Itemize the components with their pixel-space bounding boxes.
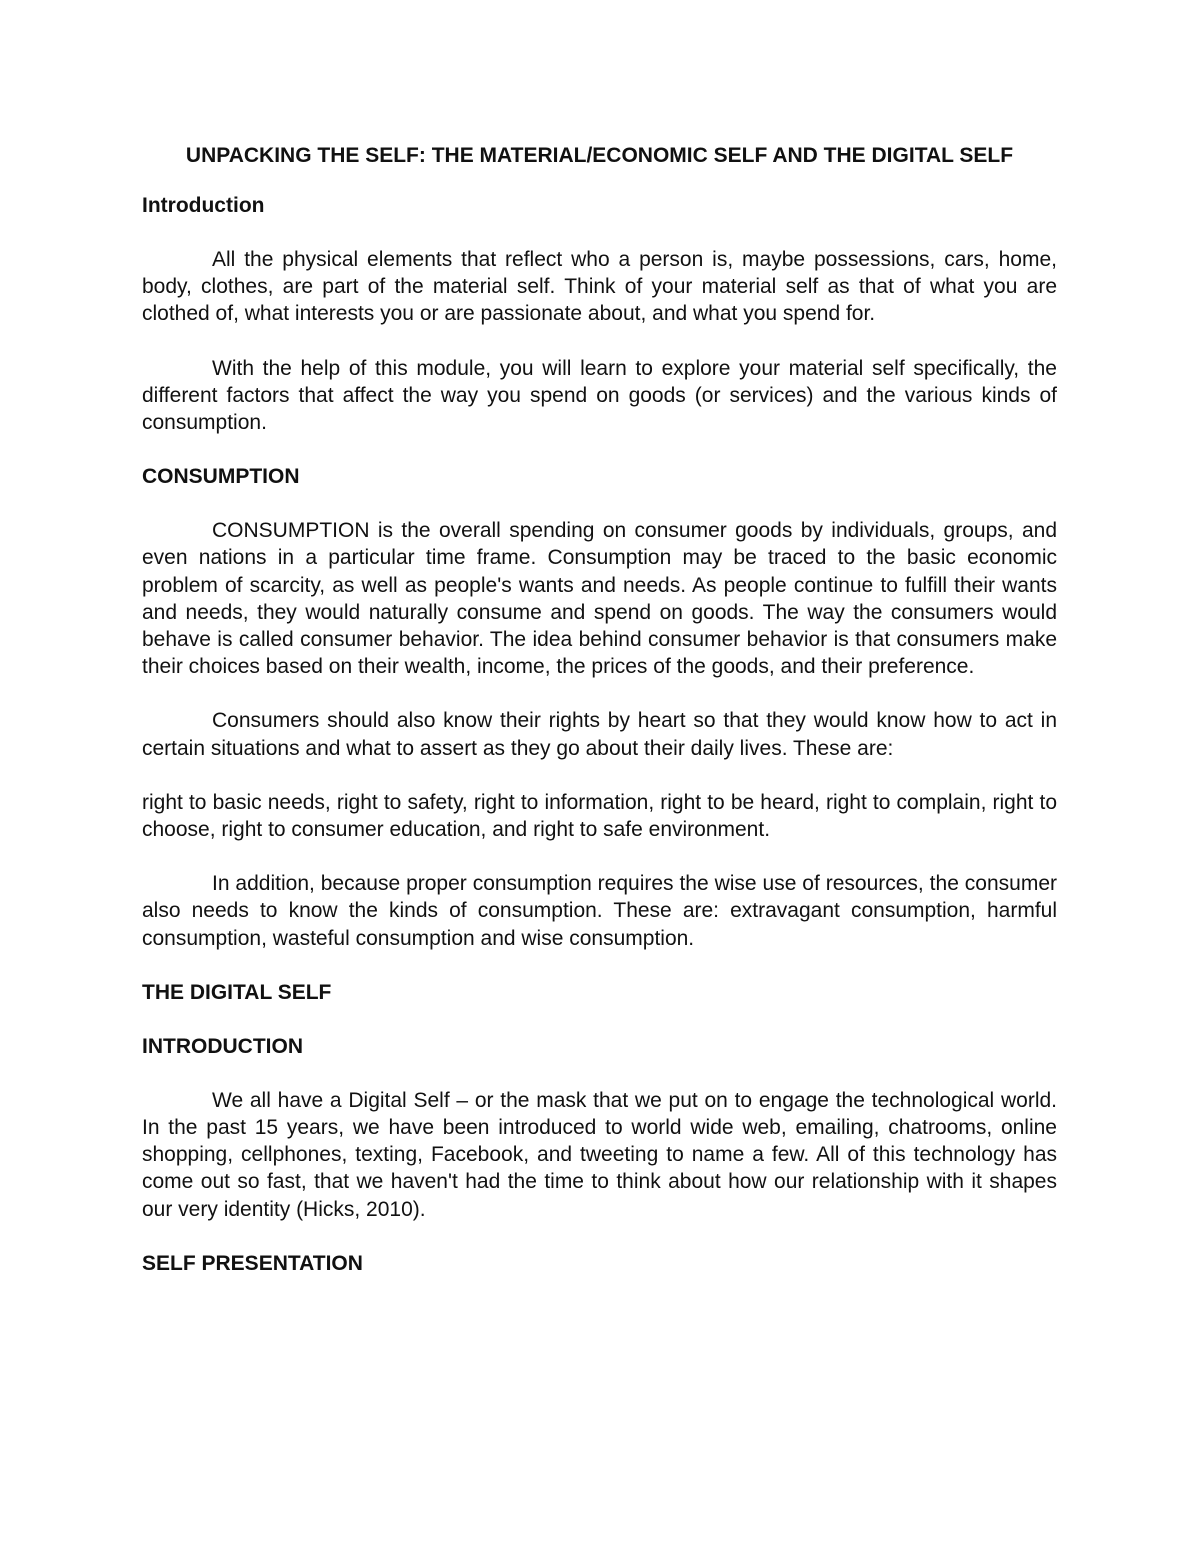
consumption-paragraph-3: In addition, because proper consumption requires the wise use of resources, the consumer also needs to know the kinds of consumption. These are: extravagant consumption, harmful consumption, wasteful consumption and wise consumption.	[142, 872, 1057, 950]
intro-paragraph-1: All the physical elements that reflect who a person is, maybe possessions, cars, home, body, clothes, are part of the material self. Think of your material self as that of what you are clothed of, what interests you or are passionate about, and what you spend for.	[142, 248, 1057, 326]
consumption-paragraph-2: Consumers should also know their rights by heart so that they would know how to act in certain situations and what to assert as they go about their daily lives. These are:	[142, 709, 1057, 760]
section-heading-consumption: CONSUMPTION	[142, 465, 300, 489]
section-heading-self-presentation: SELF PRESENTATION	[142, 1251, 363, 1275]
section-heading-digital-introduction: INTRODUCTION	[142, 1034, 303, 1058]
consumption-paragraph-1: CONSUMPTION is the overall spending on consumer goods by individuals, groups, and even nations in a particular time frame. Consumption may be traced to the basic economic problem of scarcity, as well as people's wants and needs. As people continue to fulfill their wants and needs, they would naturally consume and spend on goods. The way the consumers would behave is called consumer behavior. The idea behind consumer behavior is that consumers make their choices based on their wealth, income, the prices of the goods, and their preference.	[142, 519, 1057, 679]
document-title: UNPACKING THE SELF: THE MATERIAL/ECONOMIC SELF AND THE DIGITAL SELF	[185, 144, 1014, 167]
section-heading-introduction: Introduction	[142, 194, 265, 217]
section-heading-digital-self: THE DIGITAL SELF	[142, 980, 332, 1004]
digital-self-paragraph-1: We all have a Digital Self – or the mask that we put on to engage the technological world. In the past 15 years, we have been introduced to world wide web, emailing, chatrooms, online shopping, cellphones, texting, Facebook, and tweeting to name a few. All of this technology has come out so fast, that we haven't had the time to think about how our relationship with it shapes our very identity (Hicks, 2010).	[142, 1088, 1057, 1221]
consumer-rights-list: right to basic needs, right to safety, right to information, right to be heard, right to complain, right to choose, right to consumer education, and right to safe environment.	[142, 790, 1057, 842]
document-page	[142, 142, 1057, 1304]
intro-paragraph-2: With the help of this module, you will learn to explore your material self specifically, the different factors that affect the way you spend on goods (or services) and the various kinds of consumption.	[142, 356, 1057, 435]
